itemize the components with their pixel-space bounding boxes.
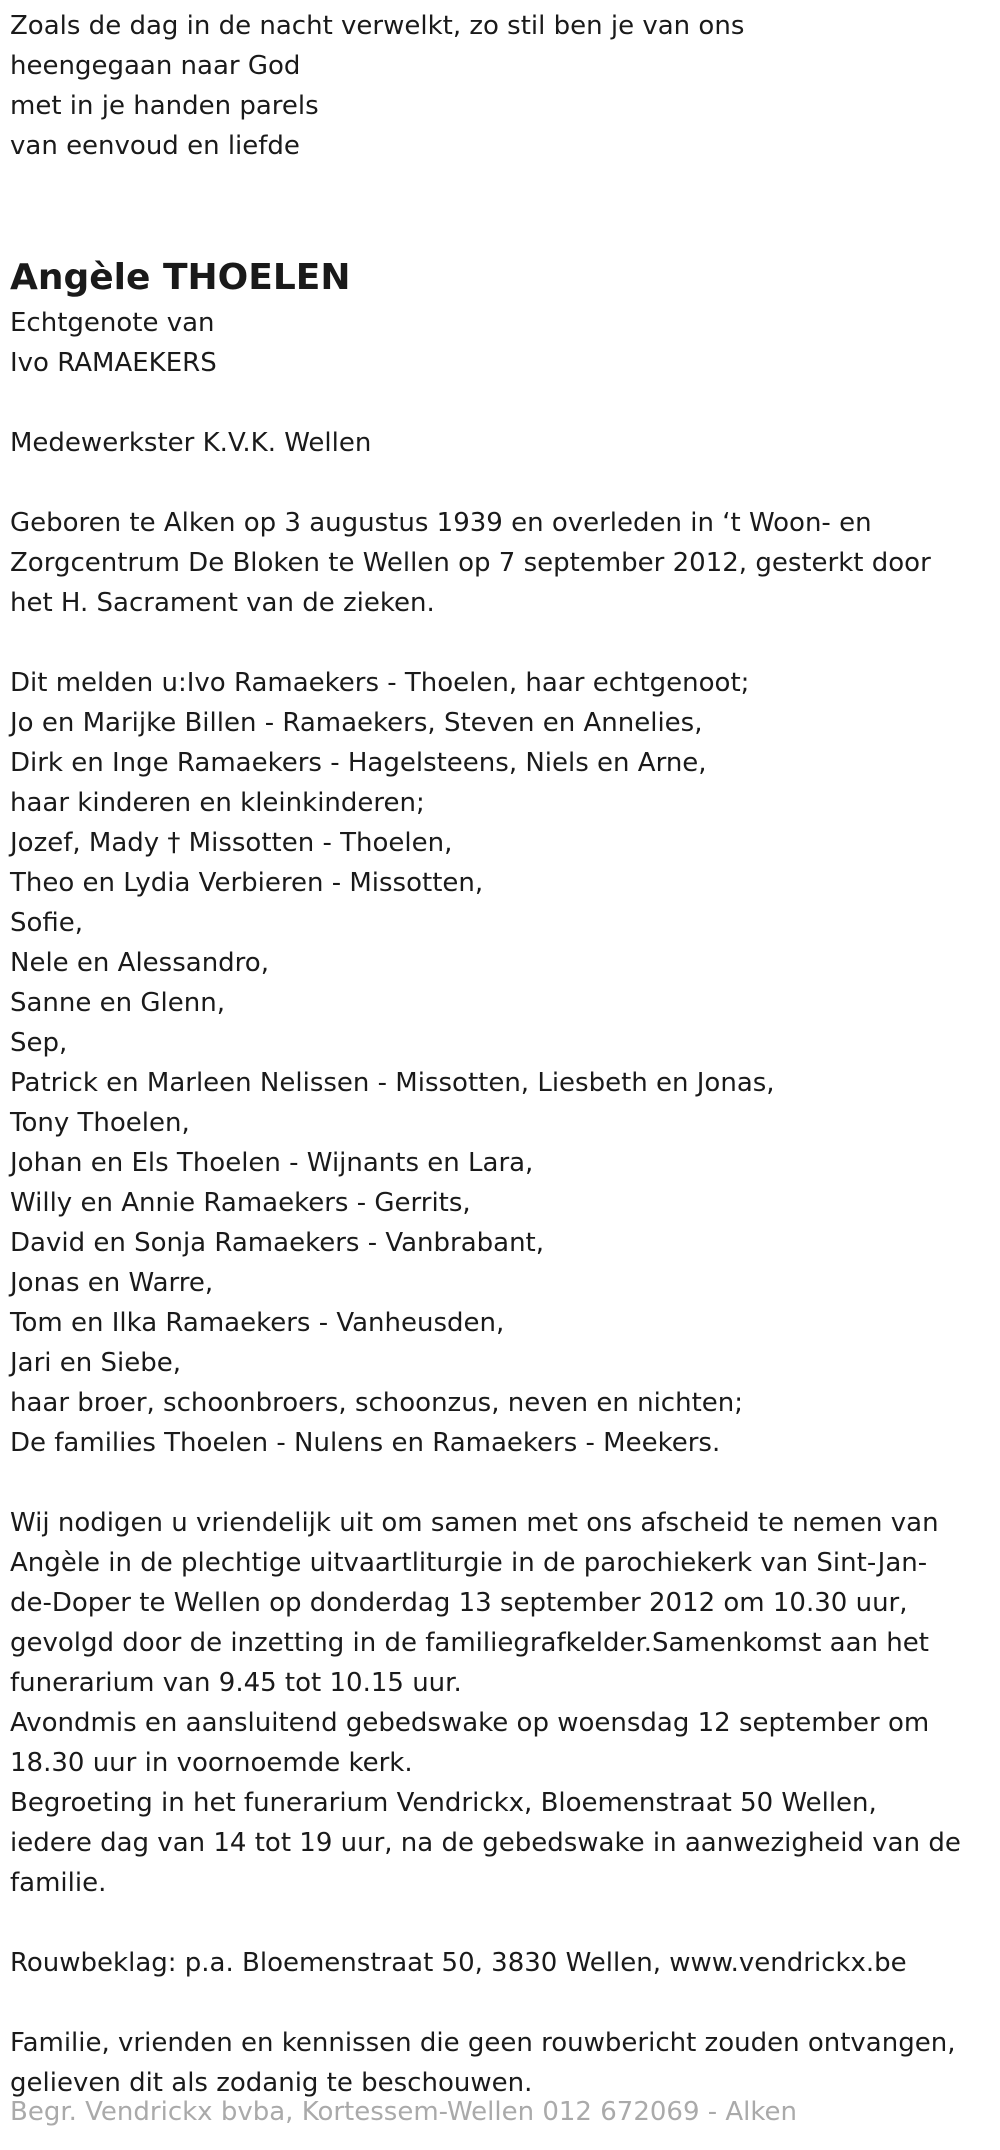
family-line: Jonas en Warre, bbox=[10, 1268, 214, 1298]
paragraph-line: iedere dag van 14 tot 19 uur, na de gebedswake in aanwezigheid van de bbox=[10, 1828, 961, 1858]
verse-line: van eenvoud en liefde bbox=[10, 131, 300, 161]
occupation: Medewerkster K.V.K. Wellen bbox=[10, 428, 372, 458]
paragraph-line: Avondmis en aansluitend gebedswake op woensdag 12 september om bbox=[10, 1708, 930, 1738]
family-line: Dirk en Inge Ramaekers - Hagelsteens, Niels en Arne, bbox=[10, 748, 707, 778]
birth-death-paragraph bbox=[10, 503, 961, 623]
family-line: Willy en Annie Ramaekers - Gerrits, bbox=[10, 1188, 471, 1218]
family-line: Nele en Alessandro, bbox=[10, 948, 269, 978]
family-line: Tom en Ilka Ramaekers - Vanheusden, bbox=[10, 1308, 505, 1338]
paragraph-line: Begroeting in het funerarium Vendrickx, Bloemenstraat 50 Wellen, bbox=[10, 1788, 877, 1818]
paragraph-line: Wij nodigen u vriendelijk uit om samen met ons afscheid te nemen van bbox=[10, 1508, 939, 1538]
paragraph-line: het H. Sacrament van de zieken. bbox=[10, 588, 435, 618]
family-line: haar kinderen en kleinkinderen; bbox=[10, 788, 425, 818]
family-line: David en Sonja Ramaekers - Vanbrabant, bbox=[10, 1228, 545, 1258]
undertaker-footer: Begr. Vendrickx bvba, Kortessem-Wellen 012 672069 - Alken bbox=[10, 2097, 798, 2127]
family-line: Jo en Marijke Billen - Ramaekers, Steven en Annelies, bbox=[10, 708, 703, 738]
paragraph-line: gelieven dit als zodanig te beschouwen. bbox=[10, 2068, 533, 2098]
closing-paragraph bbox=[10, 2023, 961, 2103]
family-line: Sep, bbox=[10, 1028, 68, 1058]
paragraph-line: funerarium van 9.45 tot 10.15 uur. bbox=[10, 1668, 462, 1698]
family-line: haar broer, schoonbroers, schoonzus, neven en nichten; bbox=[10, 1388, 744, 1418]
family-line: Patrick en Marleen Nelissen - Missotten, Liesbeth en Jonas, bbox=[10, 1068, 775, 1098]
ceremony-paragraph bbox=[10, 1503, 961, 1903]
spacer bbox=[10, 463, 961, 503]
paragraph-line: Zorgcentrum De Bloken te Wellen op 7 september 2012, gesterkt door bbox=[10, 548, 931, 578]
paragraph-line: Angèle in de plechtige uitvaartliturgie in de parochiekerk van Sint-Jan- bbox=[10, 1548, 928, 1578]
family-line: Sofie, bbox=[10, 908, 84, 938]
verse-line: met in je handen parels bbox=[10, 91, 319, 121]
family-line: Jari en Siebe, bbox=[10, 1348, 182, 1378]
spacer bbox=[10, 1983, 961, 2023]
spacer bbox=[10, 623, 961, 663]
family-line: Sanne en Glenn, bbox=[10, 988, 225, 1018]
deceased-name: Angèle THOELEN bbox=[10, 257, 351, 298]
paragraph-line: gevolgd door de inzetting in de familiegrafkelder.Samenkomst aan het bbox=[10, 1628, 929, 1658]
family-line: Dit melden u:Ivo Ramaekers - Thoelen, haar echtgenoot; bbox=[10, 668, 750, 698]
paragraph-line: Geboren te Alken op 3 augustus 1939 en overleden in ‘t Woon- en bbox=[10, 508, 872, 538]
family-line: Tony Thoelen, bbox=[10, 1108, 190, 1138]
spacer bbox=[10, 1463, 961, 1503]
verse-line: heengegaan naar God bbox=[10, 51, 301, 81]
family-line: Johan en Els Thoelen - Wijnants en Lara, bbox=[10, 1148, 534, 1178]
spouse-name: Ivo RAMAEKERS bbox=[10, 348, 217, 378]
opening-verse bbox=[10, 6, 744, 166]
obituary-body bbox=[10, 253, 961, 2103]
spacer bbox=[10, 1903, 961, 1943]
family-line: Jozef, Mady † Missotten - Thoelen, bbox=[10, 828, 453, 858]
verse-line: Zoals de dag in de nacht verwelkt, zo stil ben je van ons bbox=[10, 11, 745, 41]
paragraph-line: familie. bbox=[10, 1868, 107, 1898]
spacer bbox=[10, 383, 961, 423]
paragraph-line: Familie, vrienden en kennissen die geen rouwbericht zouden ontvangen, bbox=[10, 2028, 956, 2058]
paragraph-line: 18.30 uur in voornoemde kerk. bbox=[10, 1748, 413, 1778]
family-line: De families Thoelen - Nulens en Ramaekers - Meekers. bbox=[10, 1428, 721, 1458]
family-line: Theo en Lydia Verbieren - Missotten, bbox=[10, 868, 484, 898]
family-list bbox=[10, 663, 961, 1463]
condolence-address: Rouwbeklag: p.a. Bloemenstraat 50, 3830 Wellen, www.vendrickx.be bbox=[10, 1948, 907, 1978]
paragraph-line: de-Doper te Wellen op donderdag 13 september 2012 om 10.30 uur, bbox=[10, 1588, 908, 1618]
spouse-relation: Echtgenote van bbox=[10, 308, 215, 338]
